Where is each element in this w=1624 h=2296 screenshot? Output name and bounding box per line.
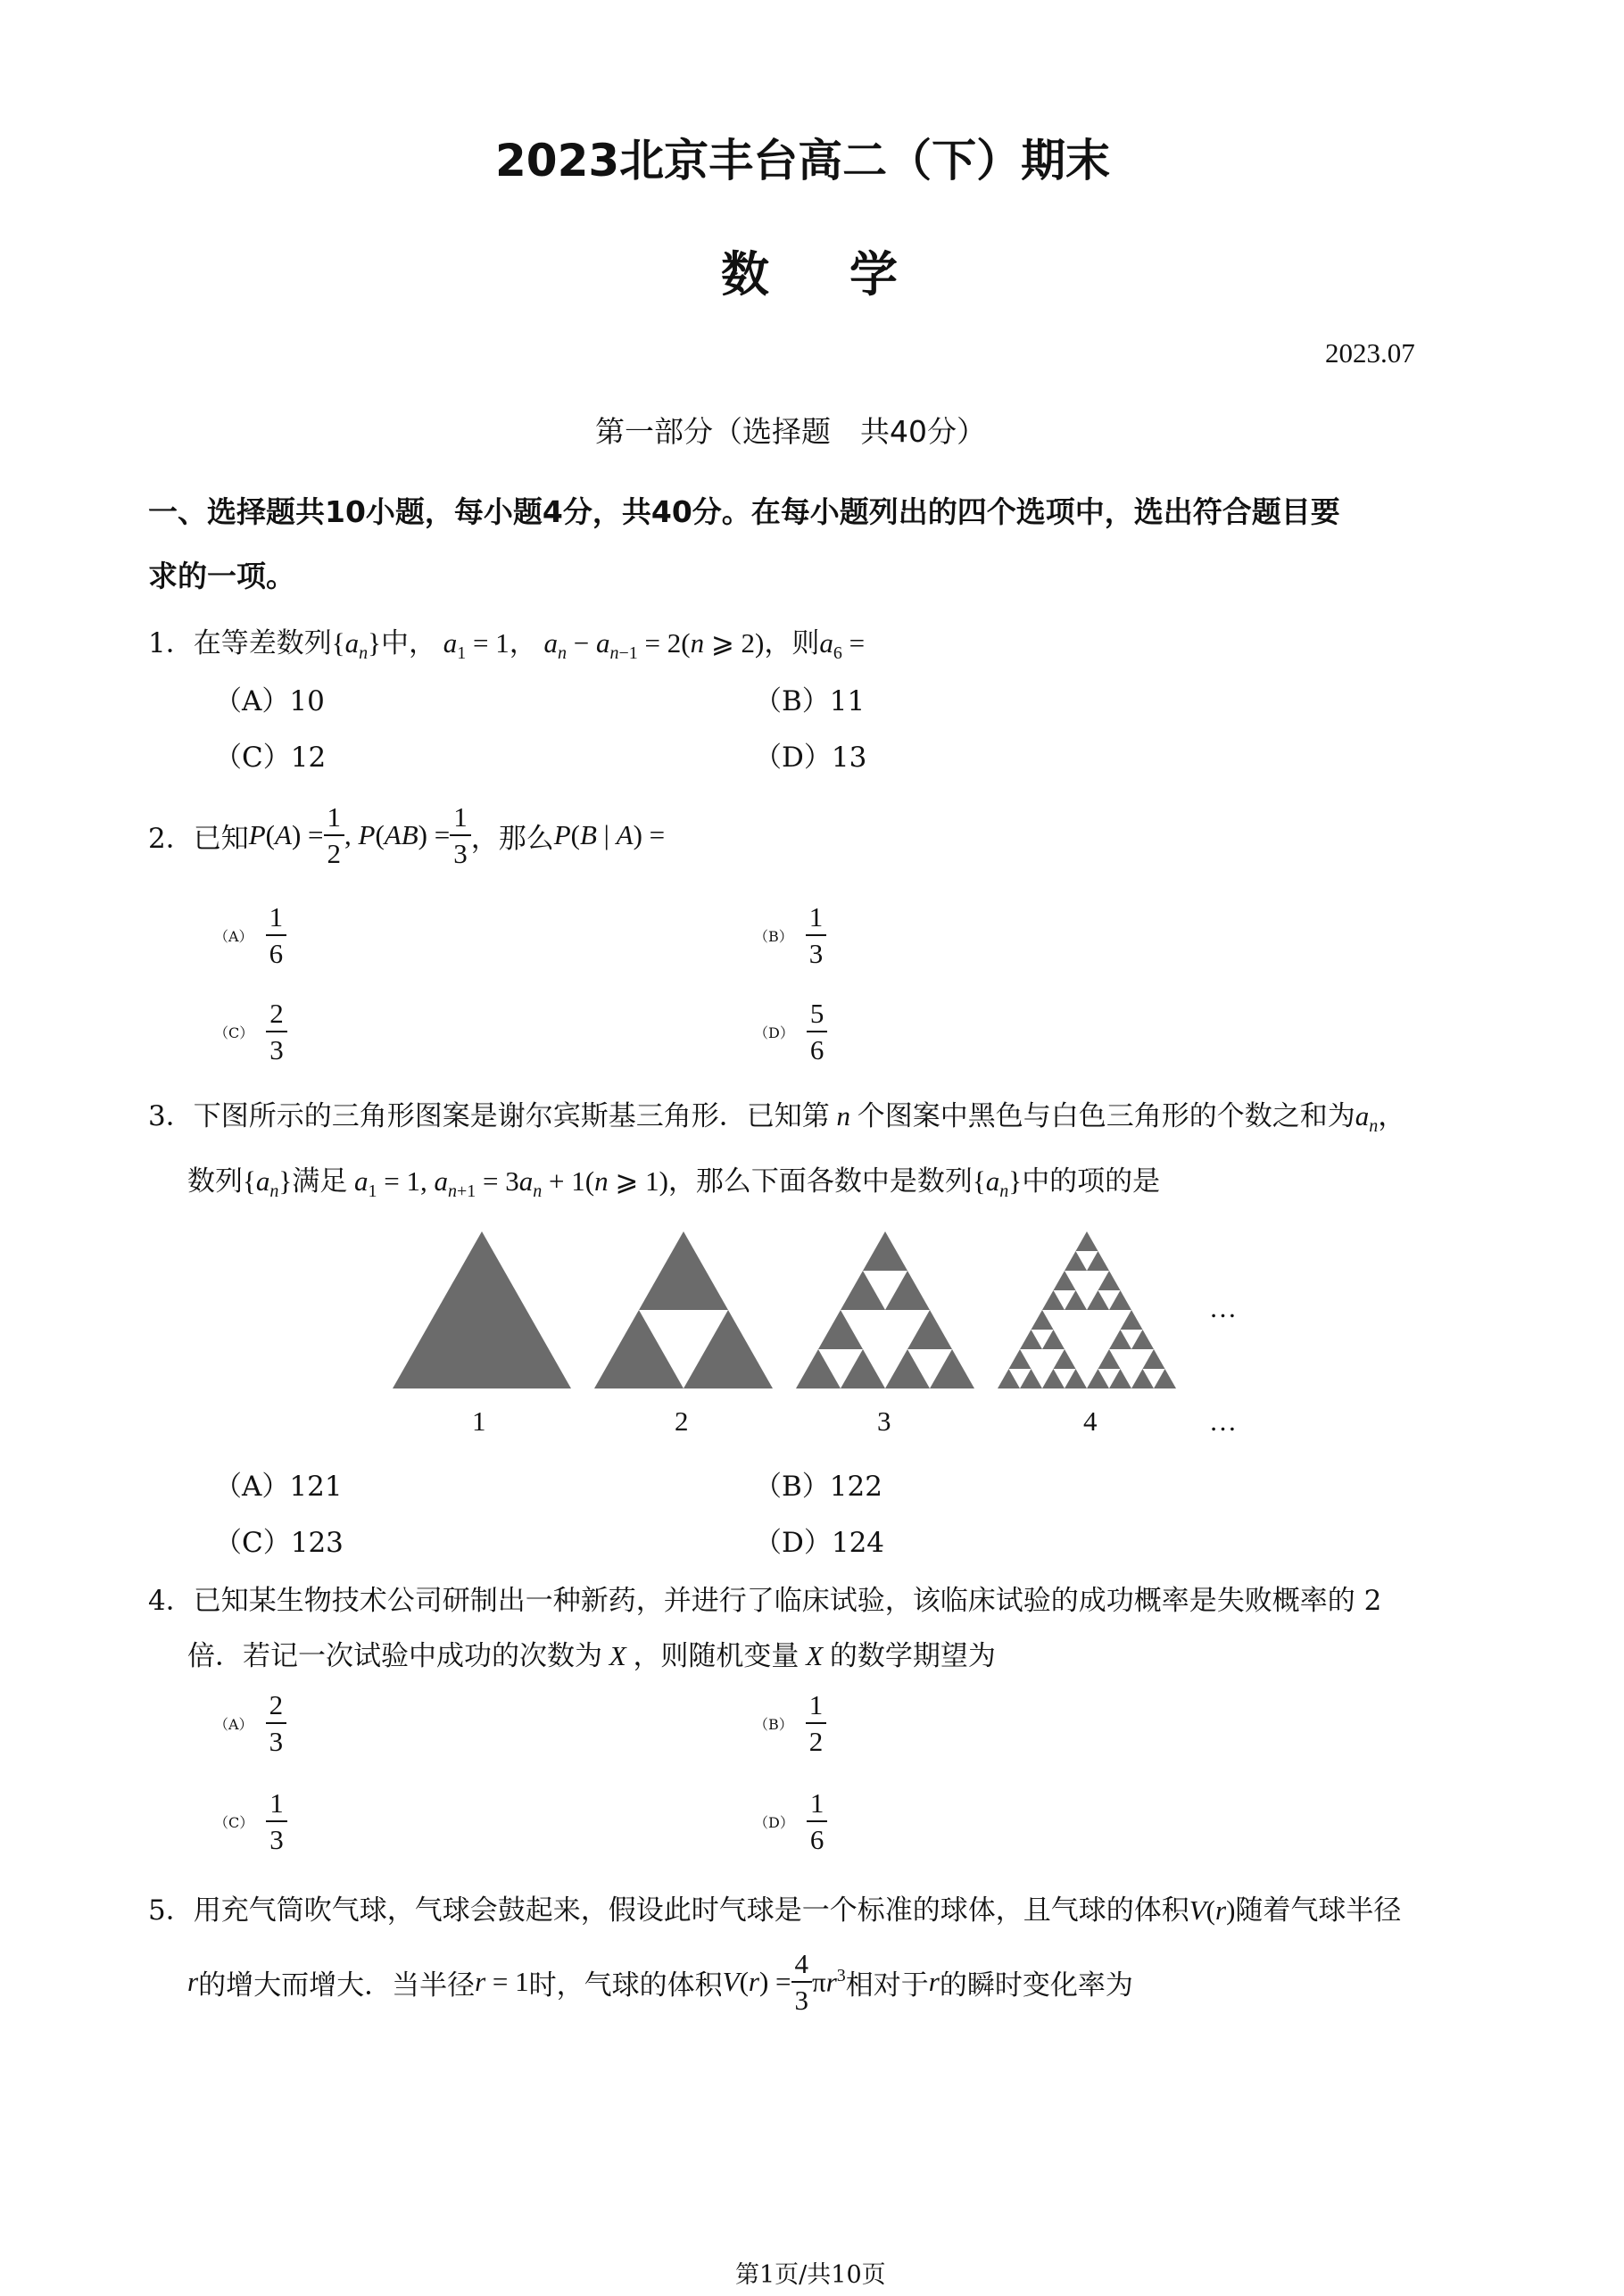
q5-line2-d: 的瞬时变化率为 <box>939 1969 1133 2002</box>
q1-math-a6: $a_6$ = <box>819 627 866 664</box>
sierpinski-2 <box>594 1231 773 1388</box>
question-2 <box>148 803 665 867</box>
figure-ellipsis-top: … <box>1209 1292 1237 1323</box>
q2-frac-third: $\frac{1}{3}$ <box>450 803 471 867</box>
q3-math-seq2: $\{a_n\}$ <box>972 1165 1023 1202</box>
figure-label-2: 2 <box>675 1405 689 1437</box>
q1-text-a: 在等差数列 <box>193 627 332 659</box>
q2-math-pa: P(A) = <box>248 819 324 850</box>
question-4-line1 <box>148 1578 1381 1618</box>
q4-option-c[interactable] <box>214 1789 287 1853</box>
q5-math-v-eq: V(r) = <box>722 1966 791 1997</box>
q5-math-pi-r3: $\pi r^3$ <box>812 1965 846 1998</box>
q3-option-d[interactable]: （D）124 <box>754 1527 885 1559</box>
q5-line1-a: 用充气筒吹气球，气球会鼓起来，假设此时气球是一个标准的球体，且气球的体积 <box>193 1894 1189 1927</box>
q2-text-a: 已知 <box>193 822 249 855</box>
q4-line2-c: 的数学期望为 <box>829 1640 996 1672</box>
sierpinski-1 <box>393 1231 571 1388</box>
q2-option-b[interactable] <box>754 903 826 967</box>
q2-math-pba: P(B | A) = <box>553 819 666 850</box>
q3-line2-d: 中的项的是 <box>1022 1165 1161 1198</box>
q2-option-a[interactable] <box>214 903 286 967</box>
q4-option-c-label: （C） <box>214 1813 254 1831</box>
document-title: 2023北京丰台高二（下）期末 <box>495 135 1111 186</box>
q2-option-d-label: （D） <box>754 1024 794 1041</box>
q5-line1-b: 随着气球半径 <box>1235 1894 1402 1927</box>
q5-frac-four-thirds: $\frac{4}{3}$ <box>791 1950 813 2014</box>
q1-math-a1: $a_1 = 1$ <box>443 627 510 664</box>
q3-line2-a: 数列 <box>187 1165 243 1198</box>
figure-label-4: 4 <box>1083 1405 1098 1437</box>
q1-text-b: 中， <box>381 627 437 659</box>
q2-number: 2． <box>148 822 194 855</box>
question-3-line2 <box>187 1158 1160 1202</box>
q4-option-a-label: （A） <box>214 1715 253 1733</box>
q4-option-b-label: （B） <box>754 1715 793 1733</box>
q2-option-a-label: （A） <box>214 927 253 945</box>
figure-ellipsis-bottom: … <box>1209 1405 1237 1437</box>
q1-option-d[interactable]: （D）13 <box>754 742 867 774</box>
q4-option-a-frac: $\frac{2}{3}$ <box>266 1691 287 1755</box>
q5-math-r-eq: r = 1 <box>475 1966 529 1997</box>
q2-option-b-frac: $\frac{1}{3}$ <box>806 903 827 967</box>
q1-text-d: ，则 <box>764 627 820 659</box>
q2-option-c[interactable] <box>214 999 287 1064</box>
sierpinski-4 <box>998 1231 1176 1388</box>
q3-line2-c: ，那么下面各数中是数列 <box>667 1165 973 1198</box>
q1-number: 1． <box>148 627 194 659</box>
q4-option-a[interactable] <box>214 1691 286 1755</box>
q4-math-x1: X <box>609 1640 626 1671</box>
exam-date: 2023.07 <box>1325 337 1415 369</box>
q1-option-a[interactable]: （A）10 <box>214 685 325 717</box>
q4-math-x2: X <box>806 1640 824 1671</box>
q5-math-vr: V(r) <box>1189 1894 1236 1926</box>
q4-option-d-frac: $\frac{1}{6}$ <box>807 1789 828 1853</box>
q4-option-c-frac: $\frac{1}{3}$ <box>266 1789 287 1853</box>
q4-option-b[interactable] <box>754 1691 826 1755</box>
q3-option-c[interactable]: （C）123 <box>214 1527 344 1559</box>
q3-line1-a: 下图所示的三角形图案是谢尔宾斯基三角形．已知第 <box>193 1100 830 1132</box>
q5-math-r2: r <box>928 1966 940 1997</box>
q4-line2-a: 倍．若记一次试验中成功的次数为 <box>187 1640 602 1672</box>
q3-option-a[interactable]: （A）121 <box>214 1471 343 1503</box>
q3-line2-b: 满足 <box>292 1165 348 1198</box>
q1-math-seq: $\{a_n\}$ <box>331 627 382 664</box>
question-3-line1: 3．下图所示的三角形图案是谢尔宾斯基三角形．已知第 n 个图案中黑色与白色三角形的个数之和为$a_n$， <box>148 1100 1406 1137</box>
question-5-line1 <box>148 1887 1401 1927</box>
q1-option-b[interactable]: （B）11 <box>754 685 866 717</box>
instruction-line1: 一、选择题共10小题，每小题4分，共40分。在每小题列出的四个选项中，选出符合题目要 <box>148 494 1340 529</box>
q5-number: 5． <box>148 1894 194 1927</box>
q2-option-d-frac: $\frac{5}{6}$ <box>807 999 828 1064</box>
q2-option-a-frac: $\frac{1}{6}$ <box>266 903 287 967</box>
figure-label-1: 1 <box>472 1405 486 1437</box>
q3-math-n: n <box>836 1100 850 1131</box>
q2-option-b-label: （B） <box>754 927 793 945</box>
subject-title: 数学 <box>721 246 978 303</box>
q3-math-an: $a_n$ <box>1355 1100 1379 1137</box>
q5-line2-a: 的增大而增大．当半径 <box>198 1969 476 2002</box>
q1-math-recur: $a_n - a_{n-1} = 2(n$ ⩾ 2) <box>543 627 765 664</box>
q4-line2-b: ，则随机变量 <box>633 1640 800 1672</box>
q4-number: 4． <box>148 1585 194 1617</box>
question-1 <box>148 620 865 664</box>
part1-heading: 第一部分（选择题 共40分） <box>595 414 986 449</box>
page-footer: 第1页/共10页 <box>735 2261 886 2289</box>
q2-frac-half: $\frac{1}{2}$ <box>324 803 345 867</box>
q3-number: 3． <box>148 1100 194 1132</box>
sierpinski-3 <box>796 1231 974 1388</box>
q4-line1: 已知某生物技术公司研制出一种新药，并进行了临床试验，该临床试验的成功概率是失败概率的 2 <box>193 1585 1382 1617</box>
q2-text-b: ，那么 <box>470 822 554 855</box>
q1-text-c: ， <box>509 627 537 659</box>
instruction-line2: 求的一项。 <box>148 559 295 593</box>
q2-option-c-frac: $\frac{2}{3}$ <box>266 999 287 1064</box>
q2-option-d[interactable] <box>754 999 827 1064</box>
question-5-line2 <box>187 1950 1133 2014</box>
q1-option-c[interactable]: （C）12 <box>214 742 327 774</box>
q3-math-recur: $a_1 = 1$, $a_{n+1} = 3a_n + 1(n$ ⩾ 1) <box>354 1165 668 1202</box>
figure-label-3: 3 <box>877 1405 891 1437</box>
q2-math-pab: , P(AB) = <box>344 819 451 850</box>
q4-option-b-frac: $\frac{1}{2}$ <box>806 1691 827 1755</box>
q3-math-seq: $\{a_n\}$ <box>243 1165 293 1202</box>
q4-option-d-label: （D） <box>754 1813 794 1831</box>
q5-line2-c: 相对于 <box>845 1969 929 2002</box>
q3-line1-b: 个图案中黑色与白色三角形的个数之和为 <box>857 1100 1355 1132</box>
q3-option-b[interactable]: （B）122 <box>754 1471 882 1503</box>
q5-math-r1: r <box>187 1966 199 1997</box>
q5-line2-b: 时，气球的体积 <box>528 1969 723 2002</box>
question-4-line2 <box>187 1633 996 1673</box>
q4-option-d[interactable] <box>754 1789 827 1853</box>
q2-option-c-label: （C） <box>214 1024 254 1041</box>
